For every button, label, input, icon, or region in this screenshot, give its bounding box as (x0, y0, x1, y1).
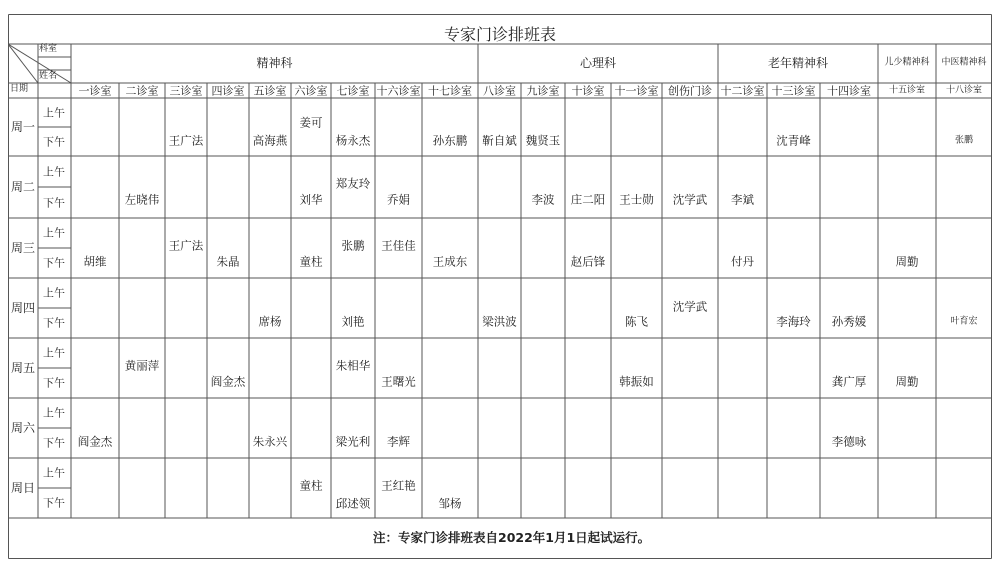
room-header: 七诊室 (336, 84, 370, 98)
doctor-cell: 龚广厚 (831, 374, 867, 389)
doctor-cell: 孙东鹏 (432, 133, 468, 148)
doctor-cell: 王曙光 (381, 374, 416, 389)
half-pm-label: 下午 (43, 376, 65, 390)
doctor-cell: 王广法 (168, 133, 204, 148)
doctor-cell: 张鹏 (954, 135, 974, 146)
doctor-cell: 邹杨 (438, 496, 462, 511)
doctor-cell: 李波 (531, 192, 555, 207)
half-am-label: 上午 (43, 406, 65, 420)
doctor-cell: 乔娟 (387, 192, 410, 207)
doctor-cell: 沈学武 (672, 299, 708, 314)
doctor-cell: 黄丽萍 (124, 358, 160, 373)
doctor-cell: 梁光利 (335, 434, 371, 449)
half-am-label: 上午 (43, 106, 65, 119)
room-header: 十五诊室 (888, 85, 926, 96)
doctor-cell: 阎金杰 (210, 374, 246, 389)
room-header: 一诊室 (78, 84, 112, 98)
doctor-cell: 邱述领 (335, 496, 371, 511)
doctor-cell: 席杨 (258, 314, 282, 329)
room-header: 十二诊室 (720, 84, 765, 98)
half-am-label: 上午 (43, 165, 65, 178)
doctor-cell: 付丹 (731, 254, 754, 269)
doctor-cell: 周勤 (895, 374, 919, 389)
doctor-cell: 陈飞 (625, 314, 648, 329)
day-label: 周五 (10, 361, 36, 375)
corner-dept-label: 科室 (39, 44, 58, 54)
day-label: 周四 (10, 301, 36, 315)
doctor-cell: 高海燕 (252, 133, 288, 148)
doctor-cell: 李斌 (731, 192, 754, 207)
day-label: 周一 (10, 120, 36, 134)
doctor-cell: 王广法 (168, 238, 204, 253)
half-pm-label: 下午 (43, 496, 65, 510)
doctor-cell: 魏贤玉 (525, 133, 561, 148)
doctor-cell: 周勤 (895, 254, 919, 269)
room-header: 十四诊室 (827, 84, 871, 98)
doctor-cell: 姜可 (299, 115, 323, 130)
day-label: 周二 (10, 180, 36, 194)
schedule-sheet (8, 14, 992, 559)
doctor-cell: 朱永兴 (252, 434, 288, 449)
department-header: 心理科 (579, 56, 617, 70)
doctor-cell: 梁洪波 (482, 314, 517, 329)
doctor-cell: 王红艳 (381, 478, 416, 493)
half-am-label: 上午 (43, 286, 65, 300)
doctor-cell: 韩振如 (619, 374, 654, 389)
doctor-cell: 李德咏 (831, 434, 867, 449)
room-header: 九诊室 (526, 84, 560, 98)
footnote: 注：专家门诊排班表自2022年1月1日起试运行。 (373, 530, 651, 545)
half-am-label: 上午 (43, 226, 65, 240)
half-pm-label: 下午 (43, 436, 65, 450)
doctor-cell: 胡维 (83, 254, 107, 269)
corner-diagonal (8, 44, 38, 83)
doctor-cell: 沈青峰 (776, 133, 811, 148)
doctor-cell: 李辉 (387, 434, 410, 449)
department-header: 精神科 (256, 56, 293, 70)
doctor-cell: 王士勋 (619, 192, 654, 207)
day-label: 周三 (10, 241, 36, 255)
doctor-cell: 刘艳 (341, 314, 365, 329)
department-header: 老年精神科 (767, 56, 829, 70)
doctor-cell: 王佳佳 (381, 238, 416, 253)
department-header: 中医精神科 (941, 57, 987, 68)
doctor-cell: 靳自斌 (482, 133, 517, 148)
room-header: 十六诊室 (376, 84, 421, 98)
half-pm-label: 下午 (43, 256, 65, 270)
doctor-cell: 童柱 (299, 254, 323, 269)
doctor-cell: 沈学武 (672, 192, 708, 207)
doctor-cell: 赵后锋 (570, 254, 606, 269)
room-header: 十八诊室 (945, 85, 983, 96)
doctor-cell: 孙秀媛 (831, 314, 867, 329)
room-header: 二诊室 (125, 84, 159, 98)
half-pm-label: 下午 (43, 135, 65, 148)
page-title: 专家门诊排班表 (443, 25, 557, 44)
room-header: 创伤门诊 (668, 84, 712, 98)
room-header: 十诊室 (571, 84, 605, 98)
doctor-cell: 朱相华 (335, 358, 371, 373)
doctor-cell: 朱晶 (216, 254, 240, 269)
half-pm-label: 下午 (43, 316, 65, 330)
half-am-label: 上午 (43, 346, 65, 360)
day-label: 周日 (10, 481, 36, 495)
doctor-cell: 阎金杰 (77, 434, 113, 449)
doctor-cell: 郑友玲 (335, 176, 371, 191)
doctor-cell: 李海玲 (776, 314, 811, 329)
room-header: 四诊室 (211, 84, 245, 98)
doctor-cell: 庄二阳 (570, 192, 606, 207)
half-am-label: 上午 (43, 466, 65, 480)
room-header: 五诊室 (253, 84, 287, 98)
corner-name-label: 姓名 (39, 71, 58, 81)
room-header: 十三诊室 (771, 84, 816, 98)
doctor-cell: 童柱 (299, 478, 323, 493)
room-header: 六诊室 (294, 84, 328, 98)
doctor-cell: 王成东 (432, 254, 468, 269)
doctor-cell: 刘华 (299, 192, 323, 207)
doctor-cell: 张鹏 (341, 238, 365, 253)
day-label: 周六 (10, 421, 36, 435)
department-header: 儿少精神科 (884, 57, 930, 68)
half-pm-label: 下午 (43, 196, 65, 209)
corner-date-label: 日期 (10, 84, 29, 94)
room-header: 十一诊室 (614, 84, 659, 98)
room-header: 八诊室 (483, 84, 516, 98)
room-header: 三诊室 (169, 84, 203, 98)
room-header: 十七诊室 (428, 84, 472, 98)
doctor-cell: 杨永杰 (335, 133, 371, 148)
doctor-cell: 叶育宏 (950, 316, 978, 327)
doctor-cell: 左晓伟 (124, 192, 160, 207)
